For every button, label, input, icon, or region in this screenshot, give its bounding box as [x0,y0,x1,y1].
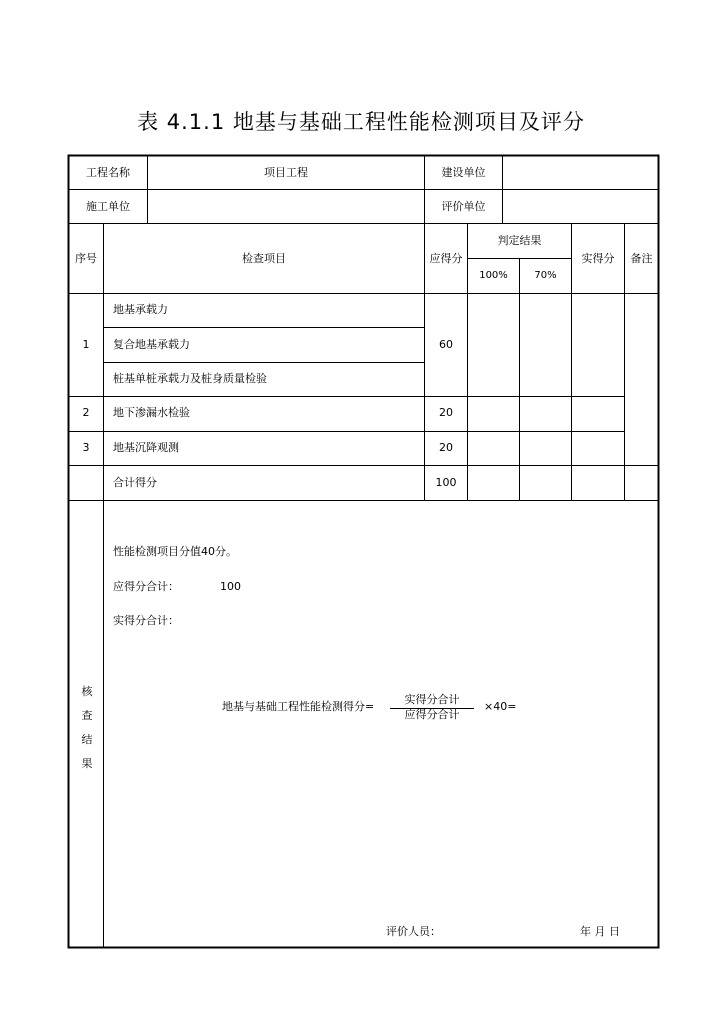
col-judge: 判定结果 [497,234,542,247]
result-label [80,680,94,776]
result-line1: 性能检测项目分值40分。 [113,545,237,558]
formula-suffix: ×40= [484,700,517,713]
col-seq: 序号 [75,252,97,265]
evaluator-label: 评价单位 [441,200,486,213]
row1-item-2: 复合地基承载力 [113,338,190,351]
formula-prefix: 地基与基础工程性能检测得分= [222,700,375,713]
col-70pct: 70% [534,270,557,281]
total-due: 100 [435,476,457,489]
col-100pct: 100% [479,270,508,281]
result-char: 核 [81,685,93,698]
col-actual: 实得分 [581,252,615,265]
row3-seq: 3 [82,441,90,454]
formula-denominator: 应得分合计 [404,708,460,721]
row2-seq: 2 [82,406,90,419]
construction-label: 施工单位 [86,200,130,213]
result-char: 查 [81,709,93,722]
row3-item: 地基沉降观测 [113,441,179,454]
actual-total-label: 实得分合计： [113,614,179,627]
row1-seq: 1 [82,338,90,351]
row3-due: 20 [439,441,453,454]
row2-due: 20 [439,406,453,419]
reviewer-label: 评价人员： [386,925,441,938]
result-char: 果 [81,757,93,770]
result-char: 结 [81,733,93,746]
col-remark: 备注 [630,252,653,265]
builder-label: 建设单位 [441,166,486,179]
col-item: 检查项目 [242,252,286,265]
formula-numerator: 实得分合计 [404,693,460,706]
col-due: 应得分 [429,252,463,265]
date-label: 年 月 日 [580,925,620,938]
row1-item-3: 桩基单桩承载力及桩身质量检验 [113,372,267,385]
due-total-label: 应得分合计： [113,580,179,593]
row1-item-1: 地基承载力 [113,303,168,316]
project-name-value: 项目工程 [264,166,308,179]
total-label: 合计得分 [113,476,157,489]
due-total-value: 100 [220,580,241,593]
row1-due: 60 [439,338,453,351]
project-name-label: 工程名称 [86,166,130,179]
page-title: 表 4.1.1 地基与基础工程性能检测项目及评分 [137,110,585,134]
row2-item: 地下渗漏水检验 [113,406,190,419]
